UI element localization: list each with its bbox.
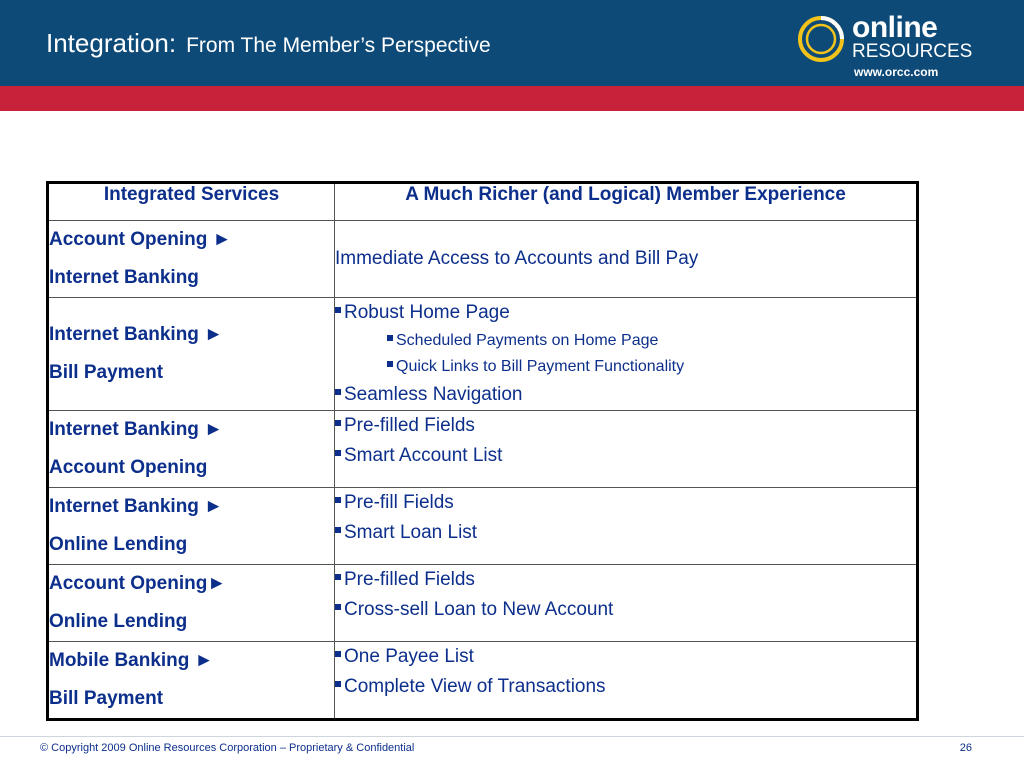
bullet-square-icon [335,604,341,610]
service-cell [48,298,335,411]
experience-cell [335,298,918,411]
logo-ring-icon [796,14,846,64]
footer-divider [0,736,1024,737]
experience-cell [335,221,918,298]
service-cell [48,488,335,565]
service-to: Account Opening [49,457,208,478]
bullet-item: Robust Home Page [335,298,916,328]
bullet-square-icon [335,651,341,657]
experience-cell [335,488,918,565]
bullet-square-icon [335,681,341,687]
table-header-row [48,183,918,221]
bullet-square-icon [335,497,341,503]
table-row [48,411,918,488]
logo-wordmark: online [852,11,938,44]
table-row [48,221,918,298]
bullet-square-icon [335,389,341,395]
bullet-square-icon [335,420,341,426]
sub-bullet-item: Quick Links to Bill Payment Functionality [335,354,916,380]
table-row [48,565,918,642]
service-cell [48,411,335,488]
bullet-item: Smart Loan List [335,518,916,548]
service-cell [48,565,335,642]
service-from: Internet Banking ► [49,419,223,440]
accent-band [0,86,1024,111]
bullet-item: Pre-fill Fields [335,488,916,518]
experience-text: Immediate Access to Accounts and Bill Pay [335,248,699,269]
service-from: Account Opening ► [49,229,232,250]
sub-bullet-item: Scheduled Payments on Home Page [335,328,916,354]
logo-url: www.orcc.com [854,65,939,79]
service-from: Mobile Banking ► [49,650,214,671]
service-to: Bill Payment [49,688,164,709]
bullet-square-icon [387,361,393,367]
title-subtitle: From The Member’s Perspective [186,34,491,57]
table-row [48,488,918,565]
service-cell [48,642,335,720]
service-to: Online Lending [49,534,188,555]
column-header-experience: A Much Richer (and Logical) Member Experience [335,183,918,221]
column-header-services: Integrated Services [48,183,335,221]
experience-cell [335,411,918,488]
bullet-square-icon [335,307,341,313]
integration-table [46,181,919,721]
service-from: Internet Banking ► [49,496,223,517]
bullet-item: Complete View of Transactions [335,672,916,702]
page-title [46,28,491,59]
service-from: Internet Banking ► [49,324,223,345]
bullet-square-icon [335,574,341,580]
bullet-item: Cross-sell Loan to New Account [335,595,916,625]
bullet-item: Seamless Navigation [335,380,916,410]
title-main: Integration: [46,28,177,58]
table-row [48,642,918,720]
service-cell [48,221,335,298]
bullet-square-icon [335,450,341,456]
table-row [48,298,918,411]
page-number: 26 [959,742,972,754]
service-to: Online Lending [49,611,188,632]
bullet-item: Pre-filled Fields [335,565,916,595]
online-resources-logo [796,12,996,82]
service-to: Internet Banking [49,267,199,288]
service-to: Bill Payment [49,362,164,383]
bullet-item: Smart Account List [335,441,916,471]
experience-cell [335,642,918,720]
bullet-item: Pre-filled Fields [335,411,916,441]
service-from: Account Opening► [49,573,227,594]
bullet-square-icon [335,527,341,533]
copyright-notice: © Copyright 2009 Online Resources Corporation – Proprietary & Confidential [40,742,415,754]
bullet-square-icon [387,335,393,341]
experience-cell [335,565,918,642]
logo-subword: RESOURCES [852,41,973,62]
bullet-item: One Payee List [335,642,916,672]
